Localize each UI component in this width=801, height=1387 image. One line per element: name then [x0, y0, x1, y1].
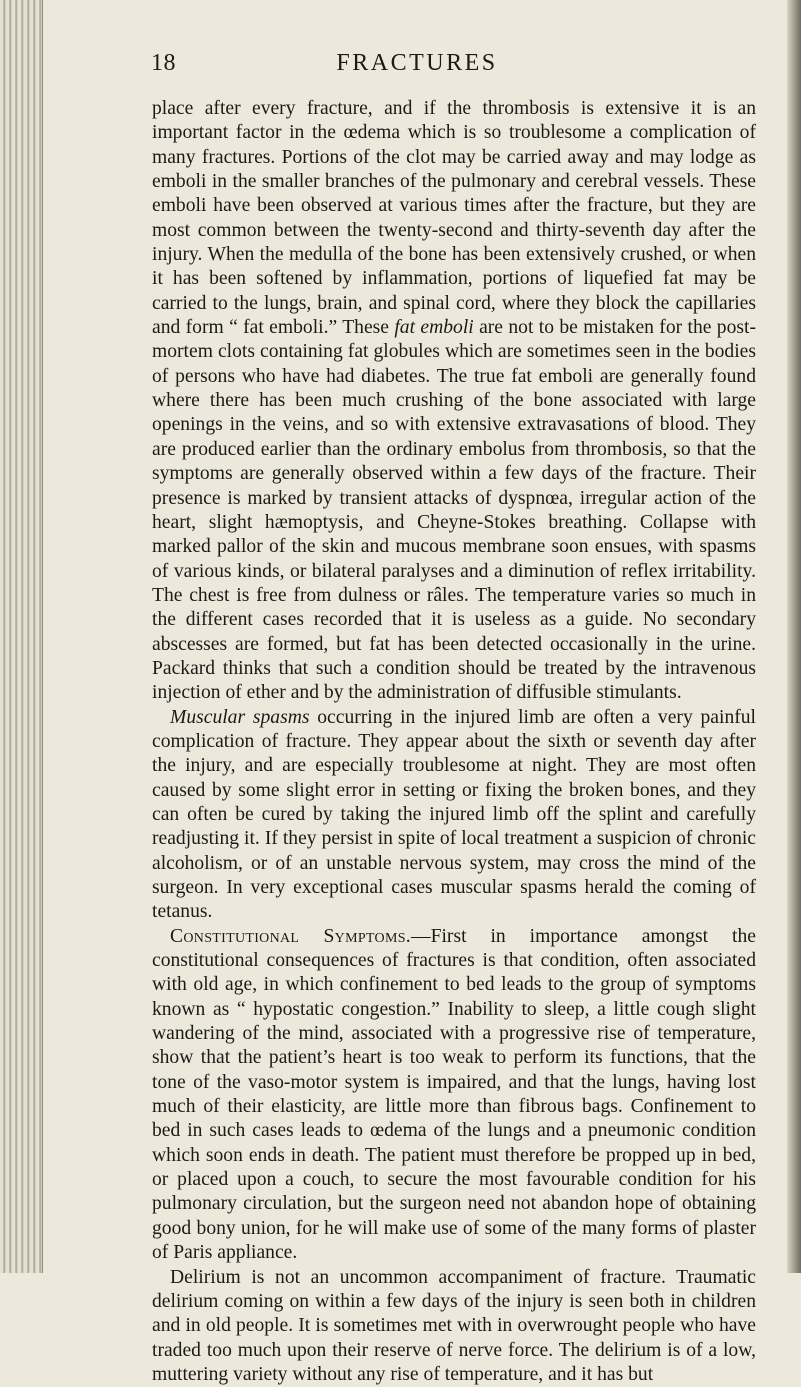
paragraph-text: —First in importance amongst the constitutional consequences of fractures is that condition, often associated with old age, in which confinement to bed leads to the group of symptoms known as “ hypostatic congestion.” Inability to sleep, a little cough slight wandering of the mind, associated with a progressive rise of temperature, show that the patient’s heart is too weak to perform its functions, that the tone of the vaso-motor system is impaired, and that the lungs, having lost much of their elasticity, are little more than fibrous bags. Confinement to bed in such cases leads to œdema of the lungs and a pneumonic condition which soon ends in death. The patient must therefore be propped up in bed, or placed upon a couch, to secure the most favourable condition for his pulmonary circulation, but the surgeon need not abandon hope of obtaining good bony union, for he will make use of some of the many forms of plaster of Paris appliance.: [152, 926, 756, 1263]
paragraph-fat-emboli: [152, 97, 756, 706]
page-header: [48, 50, 786, 90]
paragraph-constitutional-symptoms: [152, 925, 756, 1266]
paragraph-text: Delirium is not an uncommon accompaniment of fracture. Traumatic delirium coming on within a few days of the injury is seen both in children and in old people. It is sometimes met with in overwrought people who have traded too much upon their reserve of nerve force. The delirium is of a low, muttering variety without any rise of temperature, and it has but: [152, 1267, 756, 1385]
italic-term: Muscular spasms: [170, 707, 310, 728]
book-page: [48, 0, 786, 1273]
book-binding-edge: [0, 0, 43, 1273]
page-shadow-edge: [787, 0, 801, 1273]
paragraph-delirium: [152, 1266, 756, 1387]
section-heading: Constitutional Symptoms.: [170, 926, 411, 947]
italic-term: fat emboli: [394, 317, 473, 338]
page-number: 18: [151, 50, 176, 77]
paragraph-muscular-spasms: [152, 706, 756, 925]
paragraph-text: occurring in the injured limb are often a very painful complication of fracture. They appear about the sixth or seventh day after the injury, and are especially troublesome at night. They are most often caused by some slight error in setting or fixing the broken bones, and they can often be cured by taking the injured limb off the splint and carefully readjusting it. If they persist in spite of local treatment a suspicion of chronic alcoholism, or of an unstable nervous system, may cross the mind of the surgeon. In very exceptional cases muscular spasms herald the coming of tetanus.: [152, 707, 756, 923]
running-head: FRACTURES: [48, 50, 786, 77]
paragraph-text: are not to be mistaken for the post-mortem clots containing fat globules which are sometimes seen in the bodies of persons who have had diabetes. The true fat emboli are generally found where there has been much crushing of the bone associated with large openings in the veins, and so with extensive extravasations of blood. They are produced earlier than the ordinary embolus from thrombosis, so that the symptoms are generally observed within a few days of the fracture. Their presence is marked by transient attacks of dyspnœa, irregular action of the heart, slight hæmoptysis, and Cheyne-Stokes breathing. Collapse with marked pallor of the skin and mucous membrane soon ensues, with spasms of various kinds, or bilateral paralyses and a diminution of reflex irritability. The chest is free from dulness or râles. The temperature varies so much in the different cases recorded that it is useless as a guide. No secondary abscesses are formed, but fat has been detected occasionally in the urine. Packard thinks that such a condition should be treated by the intravenous injection of ether and by the administration of diffusible stimulants.: [152, 317, 756, 703]
body-text: [152, 97, 756, 1387]
paragraph-text: place after every fracture, and if the thrombosis is extensive it is an important factor in the œdema which is so troublesome a complication of many fractures. Portions of the clot may be carried away and may lodge as emboli in the smaller branches of the pulmonary and cerebral vessels. These emboli have been observed at various times after the fracture, but they are most common between the twenty-second and thirty-seventh day after the injury. When the medulla of the bone has been extensively crushed, or when it has been softened by inflammation, portions of liquefied fat may be carried to the lungs, brain, and spinal cord, where they block the capillaries and form “ fat emboli.” These: [152, 98, 756, 338]
